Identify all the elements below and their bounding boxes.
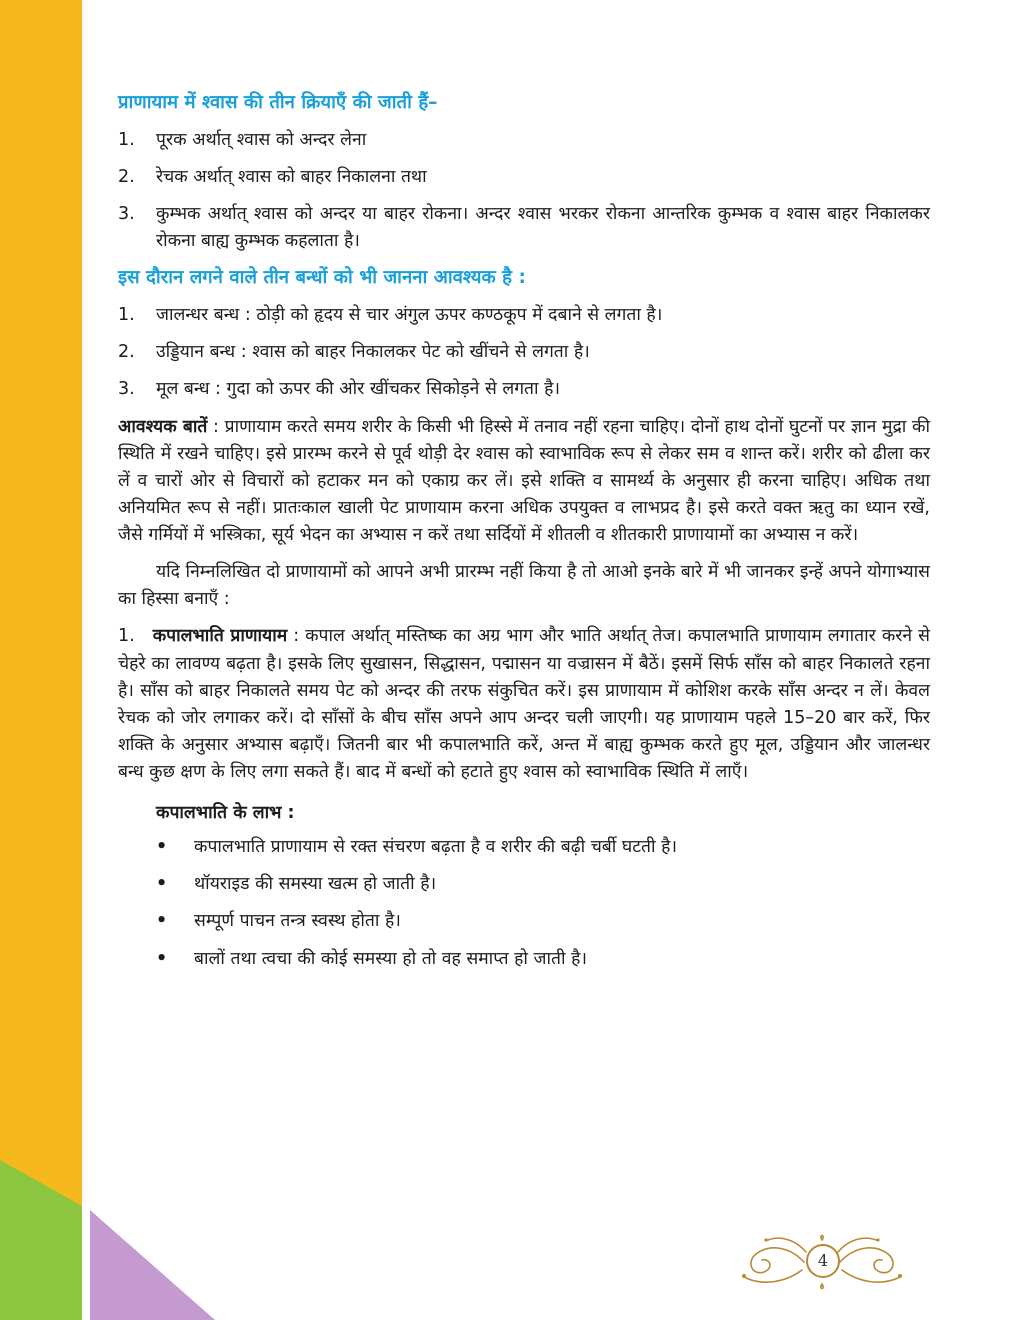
section-heading-bandhas: इस दौरान लगने वाले तीन बन्धों को भी जानना आवश्यक है : [118, 267, 526, 289]
list-item: • सम्पूर्ण पाचन तन्त्र स्वस्थ होता है। [156, 908, 930, 935]
benefits-heading: कपालभाति के लाभ : [156, 803, 295, 824]
kapalbhati-paragraph: 1. कपालभाति प्राणायाम : कपाल अर्थात् मस्तिष्क का अग्र भाग और भाति अर्थात् तेज। कपालभाति प्राणायाम लगातार करने से चेहरे का लावण्य बढ़ता है। इसके लिए सुखासन, सिद्धासन, पद्मासन या वज्रासन में बैठें। इसमें सिर्फ साँस को बाहर निकालते रहना है। साँस को बाहर निकालते समय पेट को अन्दर की तरफ संकुचित करें। इस प्राणायाम में कोशिश करके साँस अन्दर न लें। केवल रेचक को जोर लगाकर करें। दो साँसों के बीच साँस अपने आप अन्दर चली जाएगी। यह प्राणायाम पहले 15–20 बार करें, फिर शक्ति के अनुसार अभ्यास बढ़ाएँ। जितनी बार भी कपालभाति करें, अन्त में बाह्य कुम्भक करते हुए मूल, उड्डियान और जालन्धर बन्ध कुछ क्षण के लिए लगा सकते हैं। बाद में बन्धों को हटाते हुए श्वास को स्वाभाविक स्थिति में लाएँ। [118, 626, 930, 782]
page-content [118, 90, 930, 983]
bullet-icon: • [156, 874, 168, 895]
list-item: • कपालभाति प्राणायाम से रक्त संचरण बढ़ता है व शरीर की बढ़ी चर्बी घटती है। [156, 834, 930, 861]
corner-decoration [0, 1160, 230, 1320]
bullet-icon: • [156, 911, 168, 932]
left-color-bar [0, 0, 82, 1320]
list-item: • थॉयराइड की समस्या खत्म हो जाती है। [156, 871, 930, 898]
list-item: • बालों तथा त्वचा की कोई समस्या हो तो वह समाप्त हो जाती है। [156, 946, 930, 973]
list-item: 1. जालन्धर बन्ध : ठोड़ी को हृदय से चार अंगुल ऊपर कण्ठकूप में दबाने से लगता है। [118, 305, 663, 326]
bullet-icon: • [156, 948, 168, 969]
bullet-icon: • [156, 837, 168, 858]
essentials-paragraph: आवश्यक बातें : प्राणायाम करते समय शरीर के किसी भी हिस्से में तनाव नहीं रहना चाहिए। दोनों हाथ दोनों घुटनों पर ज्ञान मुद्रा की स्थिति में रखने चाहिए। इसे प्रारम्भ करने से पूर्व थोड़ी देर श्वास को स्वाभाविक रूप से लेकर सम व शान्त करें। शरीर को ढीला कर लें व चारों ओर से विचारों को हटाकर मन को एकाग्र कर लें। इसे शक्ति व सामर्थ्य के अनुसार ही करना चाहिए। अधिक तथा अनियमित रूप से नहीं। प्रातःकाल खाली पेट प्राणायाम करना अधिक उपयुक्त व लाभप्रद है। इसे करते वक्त ऋतु का ध्यान रखें, जैसे गर्मियों में भस्त्रिका, सूर्य भेदन का अभ्यास न करें तथा सर्दियों में शीतली व शीतकारी प्राणायामों का अभ्यास न करें। [118, 416, 930, 545]
section-heading-breath-actions: प्राणायाम में श्वास की तीन क्रियाएँ की जाती हैं– [118, 92, 438, 113]
page-number-ornament [734, 1232, 914, 1294]
list-item: 2. रेचक अर्थात् श्वास को बाहर निकालना तथा [118, 166, 427, 187]
list-item: 2. उड्डियान बन्ध : श्वास को बाहर निकालकर पेट को खींचने से लगता है। [118, 342, 590, 363]
kapalbhati-title: कपालभाति प्राणायाम [152, 626, 288, 647]
list-item: 3. कुम्भक अर्थात् श्वास को अन्दर या बाहर रोकना। अन्दर श्वास भरकर रोकना आन्तरिक कुम्भक व श्वास बाहर निकालकर रोकना बाह्य कुम्भक कहलाता है। [118, 204, 930, 252]
page-number: 4 [806, 1244, 840, 1278]
essentials-label: आवश्यक बातें [118, 416, 208, 437]
list-item: 1. पूरक अर्थात् श्वास को अन्दर लेना [118, 129, 367, 150]
list-item: 3. मूल बन्ध : गुदा को ऊपर की ओर खींचकर सिकोड़ने से लगता है। [118, 379, 561, 400]
intro-paragraph: यदि निम्नलिखित दो प्राणायामों को आपने अभी प्रारम्भ नहीं किया है तो आओ इनके बारे में भी जानकर इन्हें अपने योगाभ्यास का हिस्सा बनाएँ : [118, 562, 930, 610]
